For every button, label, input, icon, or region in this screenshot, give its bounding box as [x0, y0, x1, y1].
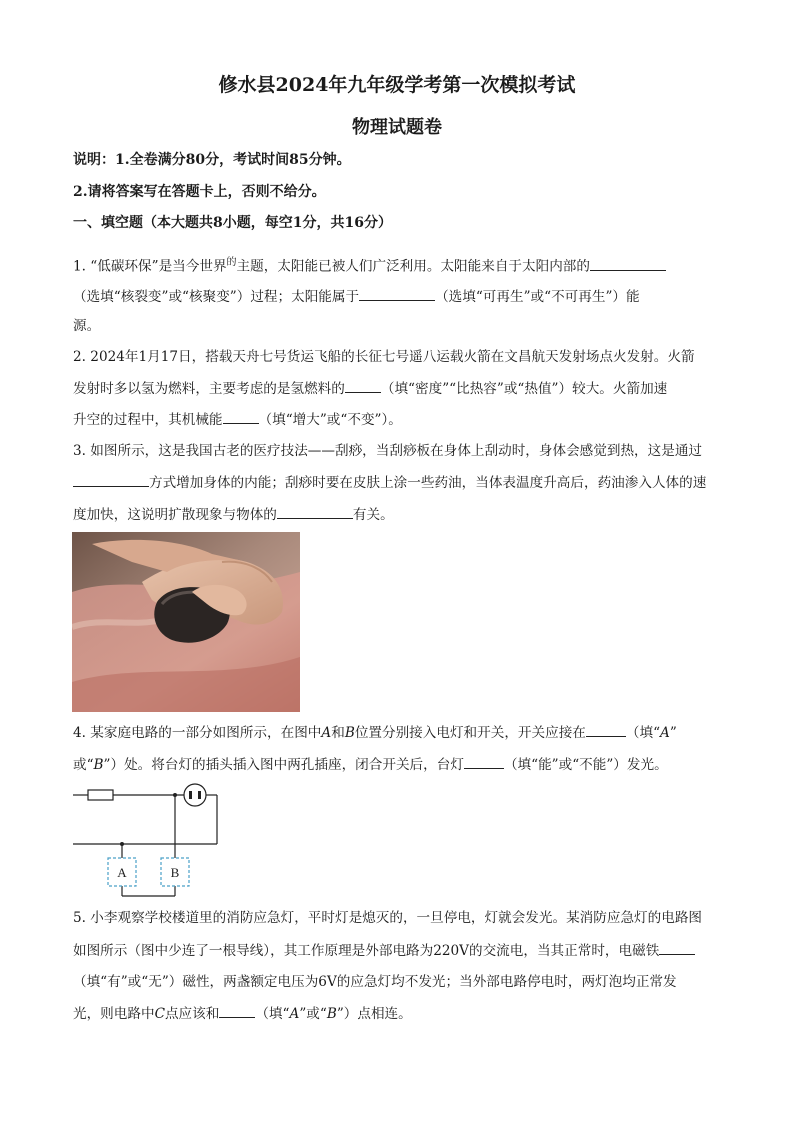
page-subtitle: 物理试题卷	[352, 117, 442, 138]
q4-letter-b: B	[93, 757, 104, 773]
q5-letter-c: C	[154, 1006, 165, 1022]
q1-text: 主题，太阳能已被人们广泛利用。太阳能来自于太阳内部的	[236, 258, 590, 275]
page-title: 修水县2024年九年级学考第一次模拟考试	[218, 74, 576, 96]
q4-line-2	[73, 754, 723, 775]
q3-text: 方式增加身体的内能；刮痧时要在皮肤上涂一些药油，当体表温度升高后，药油渗入人体的速	[149, 475, 707, 491]
q4-text: （填“能”或“不能”）发光。	[503, 757, 668, 773]
q4-text: ”）处。将台灯的插头插入图中两孔插座，闭合开关后，台灯	[103, 757, 464, 773]
answer-blank[interactable]	[359, 286, 435, 301]
gua-sha-photo	[72, 532, 300, 712]
q3-line-2	[73, 472, 723, 493]
instruction-line-2: 2.请将答案写在答题卡上，否则不给分。	[73, 184, 326, 200]
answer-blank[interactable]	[219, 1003, 255, 1018]
answer-blank[interactable]	[73, 472, 149, 487]
position-a-label: A	[117, 865, 127, 880]
q2-text: （填“增大”或“不变”）。	[258, 412, 402, 428]
q4-text: 4. 某家庭电路的一部分如图所示，在图中	[73, 725, 322, 741]
q2-line-1: 2. 2024年1月17日，搭载天舟七号货运飞船的长征七号遥八运载火箭在文昌航天发射场点火发射。火箭	[73, 349, 695, 365]
q5-letter-a: A	[289, 1006, 300, 1022]
q5-line-1: 5. 小李观察学校楼道里的消防应急灯，平时灯是熄灭的，一旦停电，灯就会发光。某消防应急灯的电路图	[73, 910, 703, 926]
socket-icon	[184, 784, 206, 806]
q5-text: ”或“	[299, 1006, 327, 1022]
q2-text: （填“密度”“比热容”或“热值”）较大。火箭加速	[380, 381, 668, 397]
answer-blank[interactable]	[586, 722, 626, 737]
q5-text: ”）点相连。	[336, 1006, 412, 1022]
q1-text: （选填“核裂变”或“核聚变”）过程；太阳能属于	[73, 289, 360, 305]
q4-letter-b: B	[344, 725, 355, 741]
position-b-label: B	[170, 865, 180, 880]
q4-text: （填“	[625, 725, 661, 741]
q4-letter-a: A	[660, 725, 670, 741]
q5-line-2	[73, 940, 723, 961]
q2-text: 发射时多以氢为燃料，主要考虑的是氢燃料的	[73, 381, 345, 397]
junction-dot	[120, 842, 124, 846]
q1-line-1	[73, 253, 723, 277]
q3-text: 有关。	[352, 507, 394, 523]
q4-text: ”	[669, 725, 677, 741]
instruction-line-1: 说明：1.全卷满分80分，考试时间85分钟。	[73, 152, 351, 168]
q1-text: 1. “低碳环保”是当今世界	[73, 258, 227, 275]
q5-text: 如图所示（图中少连了一根导线），其工作原理是外部电路为220V的交流电，当其正常时，电磁铁	[73, 943, 660, 959]
q4-text: 位置分别接入电灯和开关，开关应接在	[354, 725, 586, 741]
household-circuit-diagram	[70, 780, 230, 900]
q5-text: 点应该和	[164, 1006, 220, 1022]
answer-blank[interactable]	[277, 504, 353, 519]
q2-line-2	[73, 378, 723, 399]
answer-blank[interactable]	[464, 754, 504, 769]
answer-blank[interactable]	[590, 256, 666, 271]
q2-line-3	[73, 409, 723, 430]
q4-text: 或“	[73, 757, 94, 773]
q3-line-3	[73, 504, 723, 525]
junction-dot	[173, 793, 177, 797]
q3-line-1: 3. 如图所示，这是我国古老的医疗技法——刮痧，当刮痧板在身体上刮动时，身体会感觉到热，这是通过	[73, 443, 703, 459]
answer-blank[interactable]	[345, 378, 381, 393]
q1-sup-text: 的	[226, 257, 237, 268]
answer-blank[interactable]	[223, 409, 259, 424]
q1-line-2	[73, 286, 723, 307]
q5-line-3: （填“有”或“无”）磁性，两盏额定电压为6V的应急灯均不发光；当外部电路停电时，两灯泡均正常发	[73, 974, 677, 990]
q1-text: （选填“可再生”或“不可再生”）能	[435, 289, 640, 305]
fuse-icon	[88, 790, 113, 800]
section-heading: 一、填空题（本大题共8小题，每空1分，共16分）	[73, 215, 392, 231]
q4-text: 和	[331, 725, 345, 741]
q5-letter-b: B	[326, 1006, 337, 1022]
q1-line-3: 源。	[73, 318, 101, 334]
q2-text: 升空的过程中，其机械能	[73, 412, 223, 428]
q5-text: （填“	[255, 1006, 290, 1022]
q3-text: 度加快，这说明扩散现象与物体的	[73, 507, 277, 523]
q5-text: 光，则电路中	[73, 1006, 155, 1022]
q4-line-1	[73, 722, 723, 743]
answer-blank[interactable]	[659, 940, 695, 955]
q4-letter-a: A	[321, 725, 332, 741]
q5-line-4	[73, 1003, 723, 1024]
